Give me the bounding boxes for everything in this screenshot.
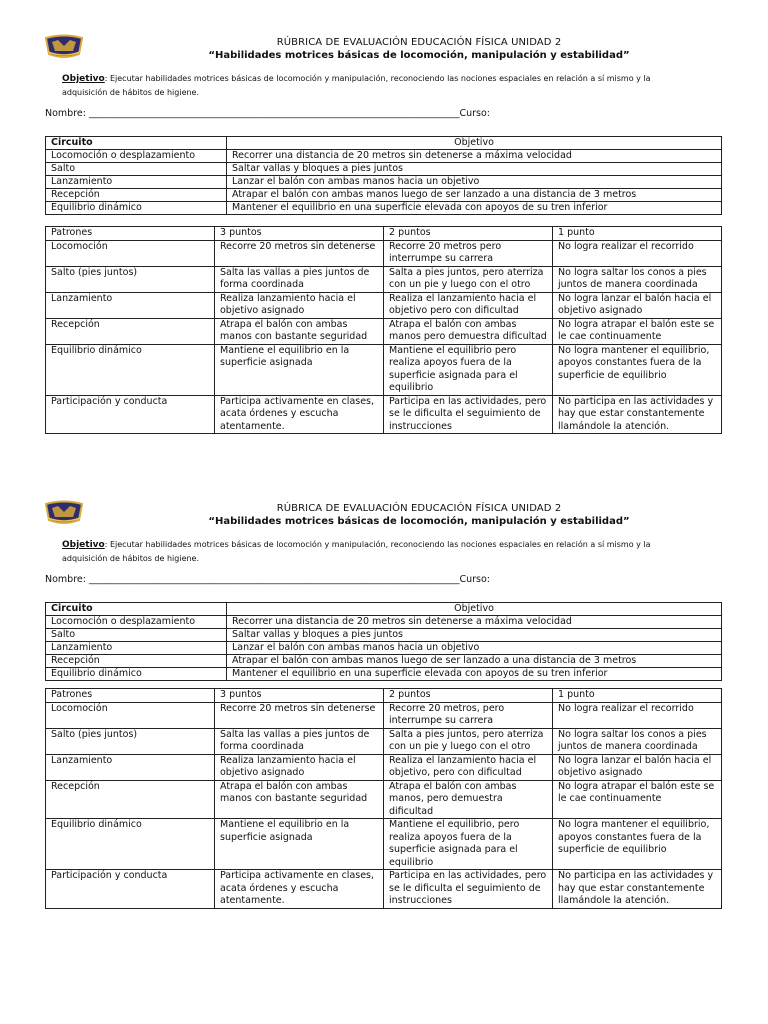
objective-text: : Ejecutar habilidades motrices básicas de locomoción y manipulación, reconociendo las nociones espaciales en relación a sí mismo y la adquisición de hábitos de higiene.	[62, 74, 651, 97]
table-cell: Mantener el equilibrio en una superficie elevada con apoyos de su tren inferior	[227, 202, 722, 215]
table-cell: No logra atrapar el balón este se le cae continuamente	[553, 780, 722, 819]
rubric-header	[90, 503, 748, 528]
table-cell: Participación y conducta	[46, 870, 215, 909]
table-cell: Lanzamiento	[46, 642, 227, 655]
table-cell: Salto	[46, 163, 227, 176]
table-cell: Locomoción o desplazamiento	[46, 150, 227, 163]
table-cell: Lanzamiento	[46, 176, 227, 189]
table-row	[46, 819, 722, 870]
table-cell: Lanzar el balón con ambas manos hacia un objetivo	[227, 642, 722, 655]
table-cell: Recorrer una distancia de 20 metros sin detenerse a máxima velocidad	[227, 616, 722, 629]
table-cell: Salta a pies juntos, pero aterriza con un pie y luego con el otro	[384, 266, 553, 292]
header-cell: 1 punto	[553, 689, 722, 703]
table-cell: Salta las vallas a pies juntos de forma coordinada	[215, 728, 384, 754]
table-cell: Participa en las actividades, pero se le dificulta el seguimiento de instrucciones	[384, 870, 553, 909]
table-row	[46, 292, 722, 318]
table-cell: Realiza el lanzamiento hacia el objetivo pero con dificultad	[384, 292, 553, 318]
table-header-row	[46, 227, 722, 241]
circuit-table	[45, 602, 722, 681]
table-cell: Recepción	[46, 318, 215, 344]
table-row	[46, 150, 722, 163]
table-cell: Mantiene el equilibrio en la superficie asignada	[215, 819, 384, 870]
table-cell: Equilibrio dinámico	[46, 668, 227, 681]
table-cell: Atrapa el balón con ambas manos, pero demuestra dificultad	[384, 780, 553, 819]
header-cell: 2 puntos	[384, 689, 553, 703]
table-row	[46, 754, 722, 780]
table-cell: Atrapa el balón con ambas manos con bastante seguridad	[215, 318, 384, 344]
table-header-row	[46, 603, 722, 616]
table-cell: No logra realizar el recorrido	[553, 240, 722, 266]
circuit-table	[45, 136, 722, 215]
table-header-row	[46, 137, 722, 150]
header-cell: Circuito	[46, 137, 227, 150]
objective-paragraph	[62, 72, 662, 99]
table-row	[46, 344, 722, 395]
header-cell: Objetivo	[227, 137, 722, 150]
header-cell: 3 puntos	[215, 227, 384, 241]
table-cell: Equilibrio dinámico	[46, 344, 215, 395]
table-row	[46, 870, 722, 909]
table-cell: Participación y conducta	[46, 395, 215, 434]
table-cell: Salta las vallas a pies juntos de forma coordinada	[215, 266, 384, 292]
table-cell: No participa en las actividades y hay que estar constantemente llamándole la atención.	[553, 395, 722, 434]
table-cell: Mantener el equilibrio en una superficie elevada con apoyos de su tren inferior	[227, 668, 722, 681]
table-cell: Salta a pies juntos, pero aterriza con un pie y luego con el otro	[384, 728, 553, 754]
table-row	[46, 202, 722, 215]
table-cell: Participa en las actividades, pero se le dificulta el seguimiento de instrucciones	[384, 395, 553, 434]
table-row	[46, 728, 722, 754]
rubric-title: RÚBRICA DE EVALUACIÓN EDUCACIÓN FÍSICA UNIDAD 2	[276, 37, 562, 48]
table-row	[46, 616, 722, 629]
table-cell: Atrapa el balón con ambas manos con bastante seguridad	[215, 780, 384, 819]
table-row	[46, 642, 722, 655]
table-cell: No participa en las actividades y hay que estar constantemente llamándole la atención.	[553, 870, 722, 909]
header-cell: 1 punto	[553, 227, 722, 241]
objective-label: Objetivo	[62, 540, 105, 550]
patterns-table	[45, 688, 722, 909]
table-cell: Saltar vallas y bloques a pies juntos	[227, 163, 722, 176]
table-cell: Mantiene el equilibrio pero realiza apoyos fuera de la superficie asignada para el equilibrio	[384, 344, 553, 395]
table-cell: Atrapar el balón con ambas manos luego de ser lanzado a una distancia de 3 metros	[227, 189, 722, 202]
table-cell: No logra mantener el equilibrio, apoyos constantes fuera de la superficie de equilibrio	[553, 344, 722, 395]
table-cell: Realiza el lanzamiento hacia el objetivo, pero con dificultad	[384, 754, 553, 780]
table-row	[46, 318, 722, 344]
table-row	[46, 629, 722, 642]
header-cell: Patrones	[46, 227, 215, 241]
table-cell: Lanzar el balón con ambas manos hacia un objetivo	[227, 176, 722, 189]
table-cell: Lanzamiento	[46, 292, 215, 318]
table-row	[46, 266, 722, 292]
table-cell: Recepción	[46, 189, 227, 202]
table-row	[46, 163, 722, 176]
table-row	[46, 189, 722, 202]
table-cell: No logra saltar los conos a pies juntos de manera coordinada	[553, 728, 722, 754]
table-row	[46, 668, 722, 681]
table-cell: Mantiene el equilibrio, pero realiza apoyos fuera de la superficie asignada para el equilibrio	[384, 819, 553, 870]
table-cell: Recorrer una distancia de 20 metros sin detenerse a máxima velocidad	[227, 150, 722, 163]
table-cell: No logra atrapar el balón este se le cae continuamente	[553, 318, 722, 344]
table-cell: Salto (pies juntos)	[46, 728, 215, 754]
table-cell: No logra lanzar el balón hacia el objetivo asignado	[553, 754, 722, 780]
table-cell: Recorre 20 metros, pero interrumpe su carrera	[384, 702, 553, 728]
school-logo-icon	[44, 498, 84, 526]
objective-paragraph	[62, 538, 662, 565]
table-cell: Recorre 20 metros pero interrumpe su carrera	[384, 240, 553, 266]
objective-text: : Ejecutar habilidades motrices básicas de locomoción y manipulación, reconociendo las nociones espaciales en relación a sí mismo y la adquisición de hábitos de higiene.	[62, 540, 651, 563]
objective-label: Objetivo	[62, 74, 105, 84]
table-cell: Participa activamente en clases, acata órdenes y escucha atentamente.	[215, 395, 384, 434]
school-logo-icon	[44, 32, 84, 60]
name-course-line: Nombre: ______________________________________________________________________________Curso:	[45, 574, 490, 585]
table-cell: No logra lanzar el balón hacia el objetivo asignado	[553, 292, 722, 318]
header-cell: 2 puntos	[384, 227, 553, 241]
table-row	[46, 240, 722, 266]
table-row	[46, 176, 722, 189]
rubric-subtitle: “Habilidades motrices básicas de locomoción, manipulación y estabilidad”	[208, 50, 630, 61]
table-cell: No logra saltar los conos a pies juntos de manera coordinada	[553, 266, 722, 292]
table-cell: Recepción	[46, 780, 215, 819]
table-row	[46, 780, 722, 819]
table-cell: Equilibrio dinámico	[46, 819, 215, 870]
table-cell: Locomoción	[46, 240, 215, 266]
table-cell: Realiza lanzamiento hacia el objetivo asignado	[215, 292, 384, 318]
table-cell: Mantiene el equilibrio en la superficie asignada	[215, 344, 384, 395]
table-cell: Locomoción	[46, 702, 215, 728]
table-cell: Equilibrio dinámico	[46, 202, 227, 215]
table-cell: Recorre 20 metros sin detenerse	[215, 240, 384, 266]
table-cell: Salto (pies juntos)	[46, 266, 215, 292]
table-row	[46, 702, 722, 728]
rubric-subtitle: “Habilidades motrices básicas de locomoción, manipulación y estabilidad”	[208, 516, 630, 527]
rubric-title: RÚBRICA DE EVALUACIÓN EDUCACIÓN FÍSICA UNIDAD 2	[276, 503, 562, 514]
header-cell: 3 puntos	[215, 689, 384, 703]
patterns-table	[45, 226, 722, 434]
table-cell: Realiza lanzamiento hacia el objetivo asignado	[215, 754, 384, 780]
table-cell: No logra mantener el equilibrio, apoyos constantes fuera de la superficie de equilibrio	[553, 819, 722, 870]
table-cell: Recepción	[46, 655, 227, 668]
table-cell: Locomoción o desplazamiento	[46, 616, 227, 629]
table-cell: Lanzamiento	[46, 754, 215, 780]
header-cell: Patrones	[46, 689, 215, 703]
table-cell: Atrapar el balón con ambas manos luego de ser lanzado a una distancia de 3 metros	[227, 655, 722, 668]
table-cell: Recorre 20 metros sin detenerse	[215, 702, 384, 728]
header-cell: Objetivo	[227, 603, 722, 616]
table-header-row	[46, 689, 722, 703]
table-cell: No logra realizar el recorrido	[553, 702, 722, 728]
table-cell: Participa activamente en clases, acata órdenes y escucha atentamente.	[215, 870, 384, 909]
header-cell: Circuito	[46, 603, 227, 616]
rubric-header	[90, 37, 748, 62]
table-cell: Atrapa el balón con ambas manos pero demuestra dificultad	[384, 318, 553, 344]
name-course-line: Nombre: ______________________________________________________________________________Curso:	[45, 108, 490, 119]
table-cell: Salto	[46, 629, 227, 642]
table-cell: Saltar vallas y bloques a pies juntos	[227, 629, 722, 642]
table-row	[46, 395, 722, 434]
table-row	[46, 655, 722, 668]
